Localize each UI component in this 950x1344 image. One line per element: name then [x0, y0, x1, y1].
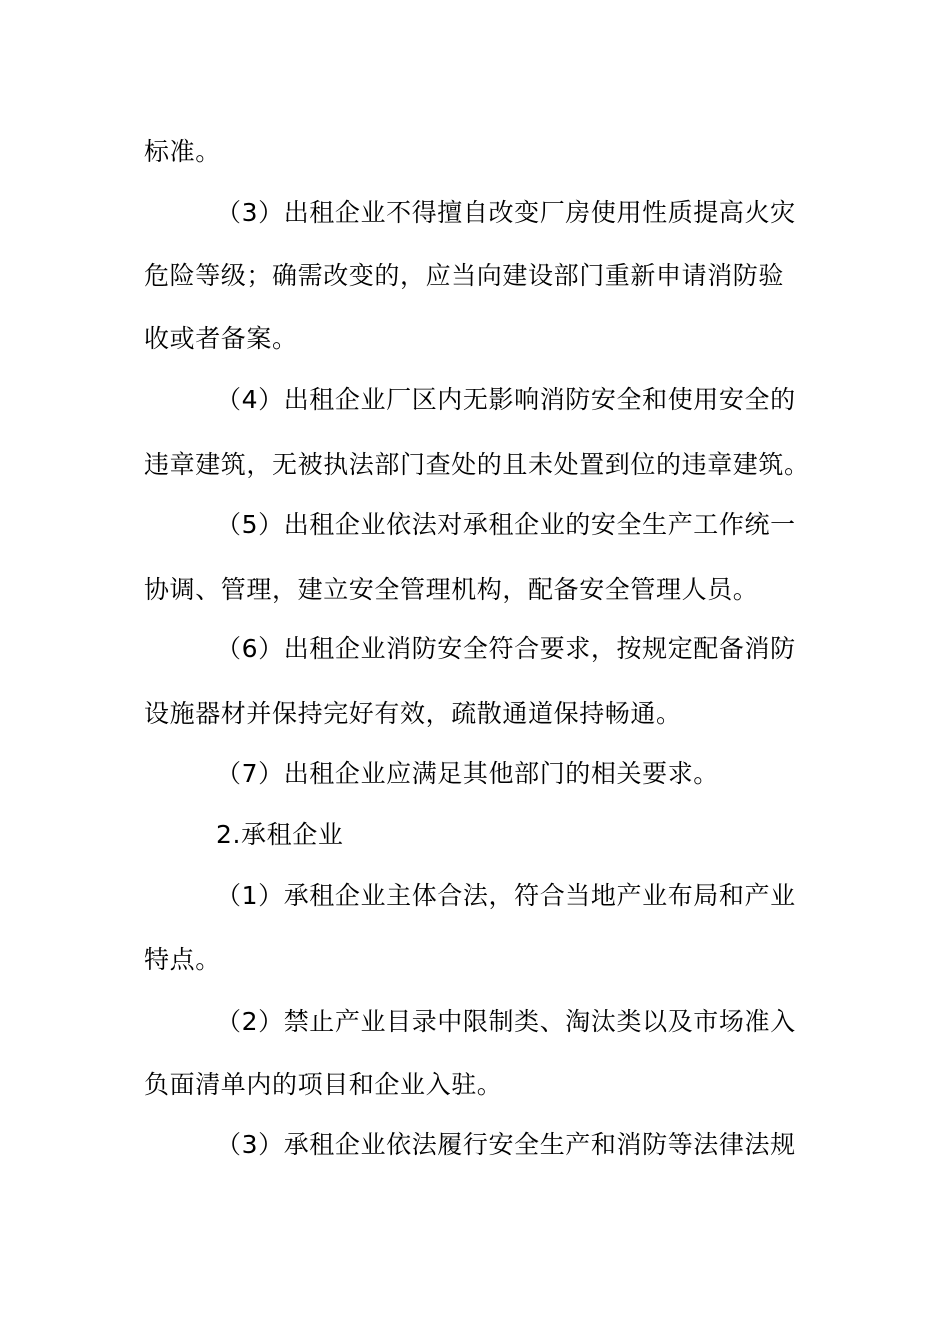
text-line-2: （3）出租企业不得擅自改变厂房使用性质提高火灾: [216, 198, 796, 227]
text-line-9: （6）出租企业消防安全符合要求，按规定配备消防: [216, 634, 796, 663]
text-line-17: （3）承租企业依法履行安全生产和消防等法律法规: [216, 1130, 796, 1159]
section-heading: 2.承租企业: [216, 820, 344, 849]
text-line-16: 负面清单内的项目和企业入驻。: [144, 1070, 503, 1099]
text-line-3: 危险等级；确需改变的，应当向建设部门重新申请消防验: [144, 261, 785, 290]
text-line-10: 设施器材并保持完好有效，疏散通道保持畅通。: [144, 699, 682, 728]
text-line-7: （5）出租企业依法对承租企业的安全生产工作统一: [216, 510, 796, 539]
text-line-4: 收或者备案。: [144, 324, 298, 353]
text-line-1: 标准。: [144, 137, 221, 166]
text-line-8: 协调、管理，建立安全管理机构，配备安全管理人员。: [144, 575, 759, 604]
text-line-6: 违章建筑，无被执法部门查处的且未处置到位的违章建筑。: [144, 450, 810, 479]
text-line-14: 特点。: [144, 945, 221, 974]
text-line-15: （2）禁止产业目录中限制类、淘汰类以及市场准入: [216, 1007, 796, 1036]
text-line-11: （7）出租企业应满足其他部门的相关要求。: [216, 759, 719, 788]
text-line-13: （1）承租企业主体合法，符合当地产业布局和产业: [216, 881, 796, 910]
text-line-5: （4）出租企业厂区内无影响消防安全和使用安全的: [216, 385, 796, 414]
